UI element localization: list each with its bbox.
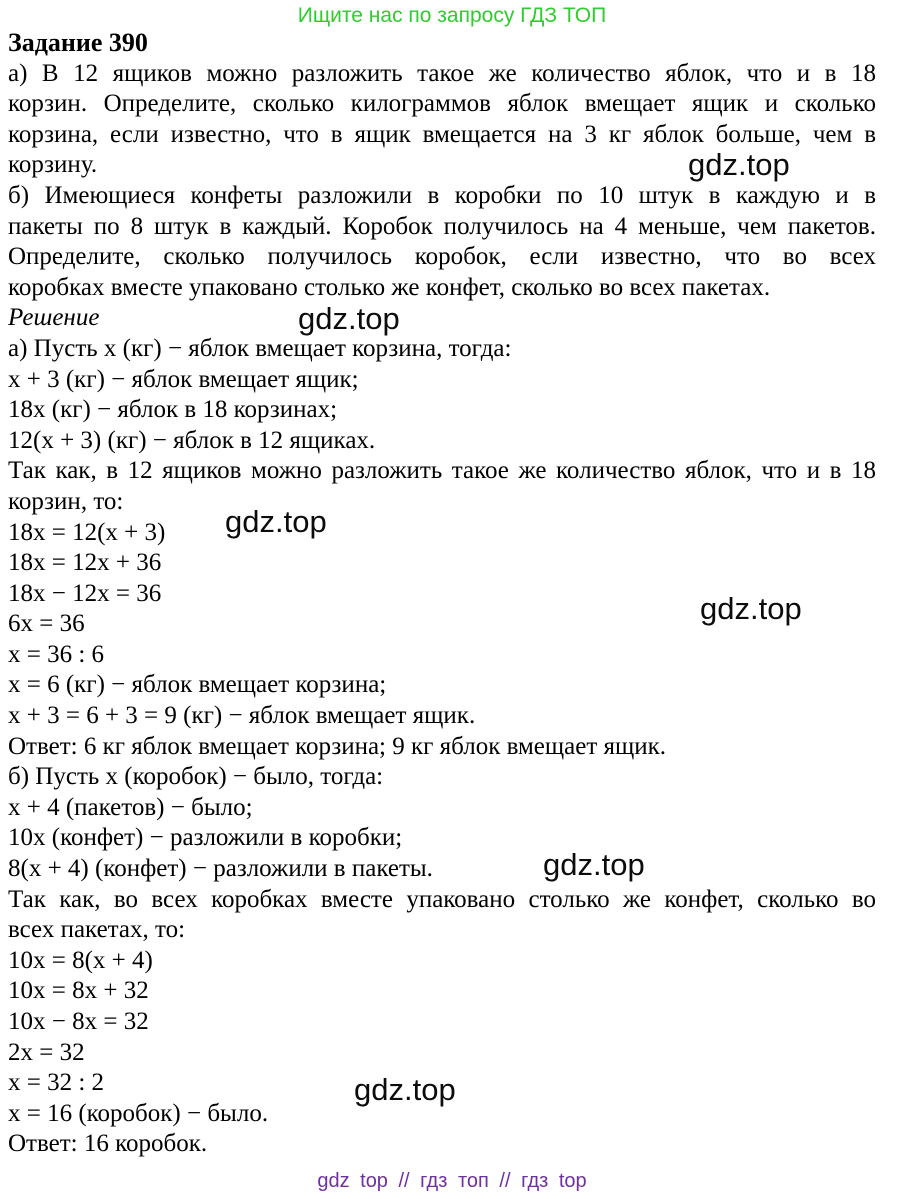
- equation-line: 10х = 8(х + 4): [8, 946, 153, 974]
- equation-line: 18х = 12х + 36: [8, 549, 162, 577]
- equation-line: х = 36 : 6: [8, 640, 105, 668]
- problem-b-line: коробках вместе упаковано столько же конфет, сколько во всех пакетах.: [8, 273, 771, 301]
- solution-b-line: 10х (конфет) − разложили в коробки;: [8, 824, 403, 852]
- problem-a-line: а) В 12 ящиков можно разложить такое же количество яблок, что и в 18: [8, 59, 876, 87]
- solution-a-line: 18х (кг) − яблок в 18 корзинах;: [8, 396, 338, 424]
- watermark-text: gdz.top: [700, 591, 802, 626]
- equation-line: 10х = 8х + 32: [8, 977, 149, 1005]
- equation-line: 10х − 8х = 32: [8, 1008, 149, 1035]
- problem-b-line: Определите, сколько получилось коробок, если известно, что во всех: [8, 243, 876, 271]
- solution-label: Решение: [8, 304, 100, 332]
- watermark-text: gdz.top: [225, 504, 327, 539]
- problem-b-line: б) Имеющиеся конфеты разложили в коробки по 10 штук в каждую и в: [8, 181, 876, 209]
- footer-sites-text: gdz top // гдз топ // гдз top: [317, 1170, 587, 1192]
- task-title: Задание 390: [8, 28, 148, 57]
- equation-line: 6х = 36: [8, 610, 85, 638]
- equation-line: х = 32 : 2: [8, 1069, 105, 1097]
- solution-a-line: х + 3 = 6 + 3 = 9 (кг) − яблок вмещает ящик.: [8, 702, 476, 730]
- solution-b-line: х = 16 (коробок) − было.: [8, 1099, 269, 1127]
- equation-line: 18х = 12(х + 3): [8, 518, 166, 546]
- answer-b-line: Ответ: 16 коробок.: [8, 1130, 208, 1158]
- solution-b-line: всех пакетах, то:: [8, 916, 186, 944]
- watermark-text: gdz.top: [688, 147, 790, 182]
- equation-line: 18х − 12х = 36: [8, 579, 162, 607]
- solution-a-line: х + 3 (кг) − яблок вмещает ящик;: [8, 365, 359, 393]
- solution-b-line: б) Пусть х (коробок) − было, тогда:: [8, 763, 384, 791]
- equation-line: 2х = 32: [8, 1038, 85, 1066]
- problem-a-line: корзина, если известно, что в ящик вмещается на 3 кг яблок больше, чем в: [8, 120, 876, 148]
- problem-b-line: пакеты по 8 штук в каждый. Коробок получилось на 4 меньше, чем пакетов.: [8, 212, 876, 240]
- problem-a-line: корзину.: [8, 151, 98, 179]
- solution-a-line: а) Пусть х (кг) − яблок вмещает корзина, тогда:: [8, 334, 512, 362]
- solution-b-line: 8(х + 4) (конфет) − разложили в пакеты.: [8, 855, 433, 883]
- solution-a-line: х = 6 (кг) − яблок вмещает корзина;: [8, 671, 387, 699]
- solution-a-line: корзин, то:: [8, 487, 124, 515]
- watermark-text: gdz.top: [354, 1072, 456, 1107]
- watermark-text: gdz.top: [543, 847, 645, 882]
- problem-a-line: корзин. Определите, сколько килограммов яблок вмещает ящик и сколько: [8, 90, 876, 118]
- solution-a-line: 12(х + 3) (кг) − яблок в 12 ящиках.: [8, 426, 376, 454]
- search-promo-banner: Ищите нас по запросу ГДЗ ТОП: [297, 4, 607, 27]
- solution-b-line: х + 4 (пакетов) − было;: [8, 793, 253, 821]
- watermark-text: gdz.top: [298, 301, 400, 336]
- solution-a-line: Так как, в 12 ящиков можно разложить такое же количество яблок, что и в 18: [8, 457, 876, 485]
- answer-a-line: Ответ: 6 кг яблок вмещает корзина; 9 кг яблок вмещает ящик.: [8, 732, 667, 760]
- solution-b-line: Так как, во всех коробках вместе упаковано столько же конфет, сколько во: [8, 885, 876, 913]
